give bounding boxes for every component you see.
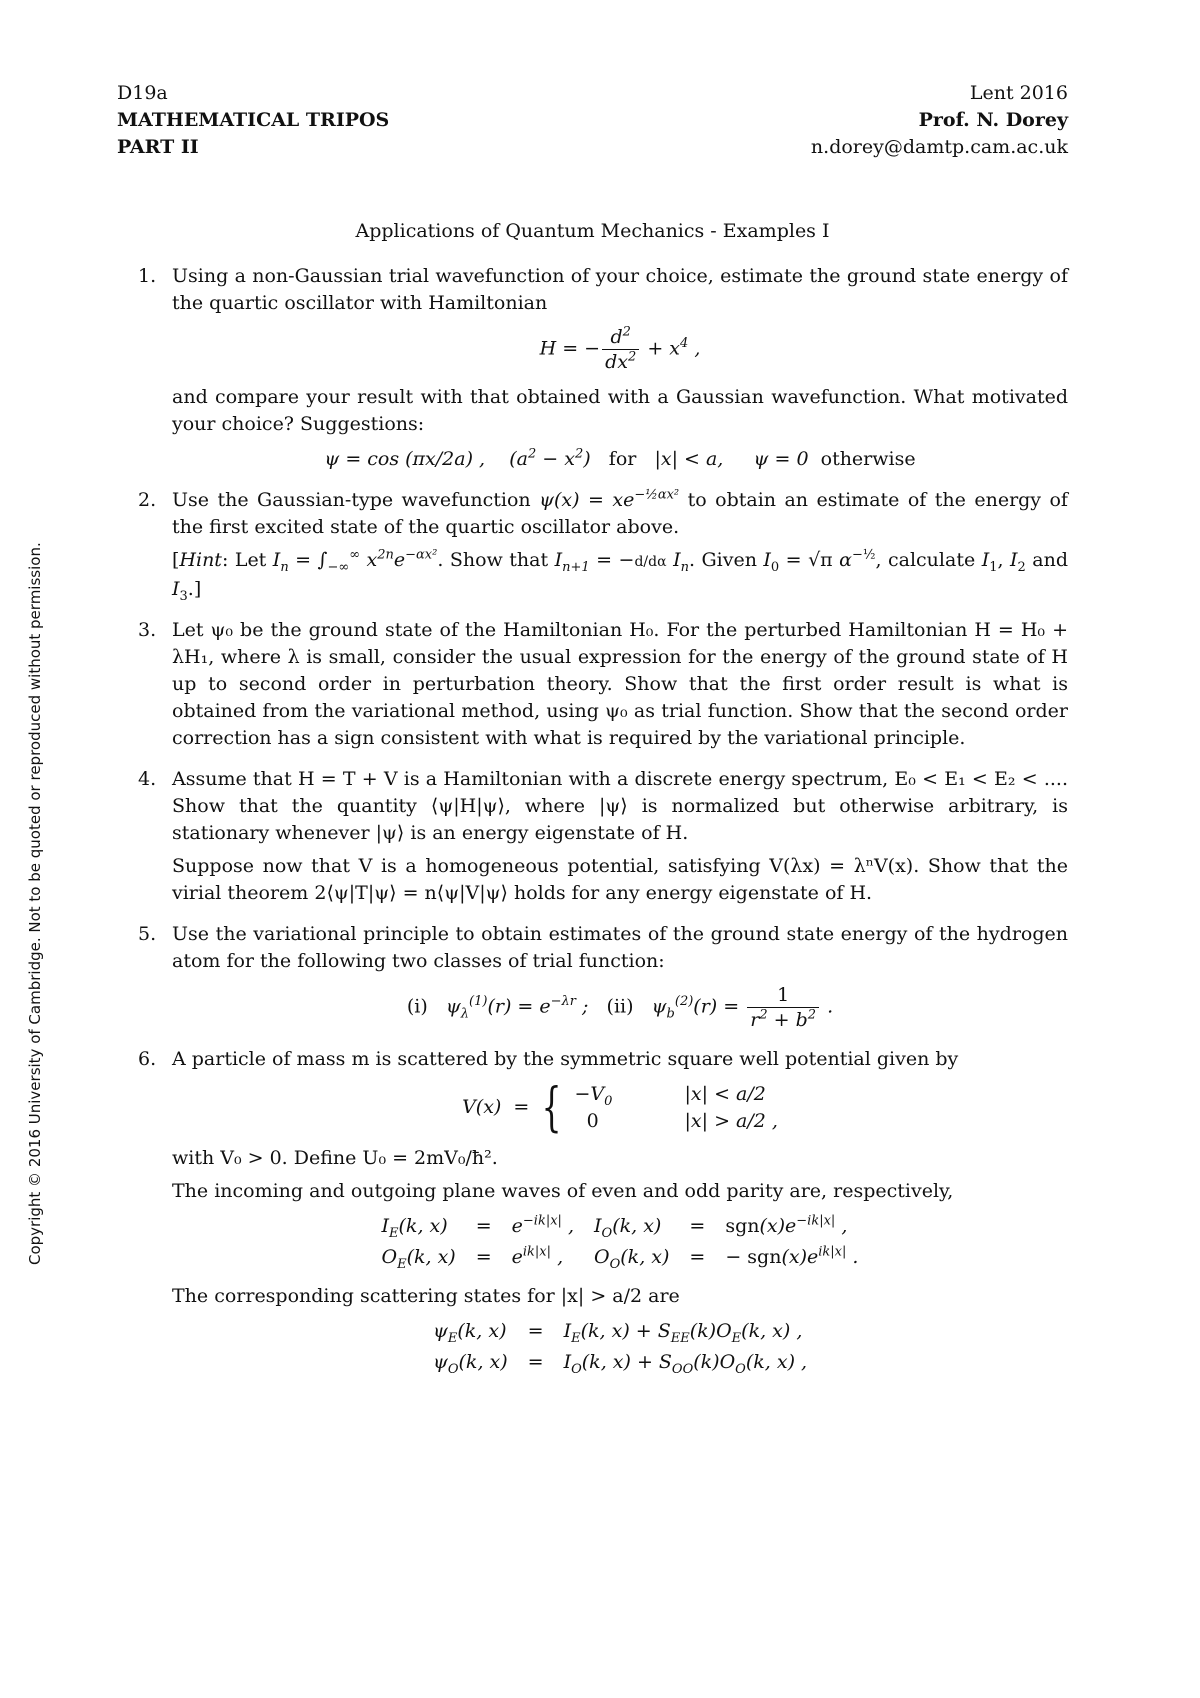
tripos-part: PART II (117, 136, 199, 158)
problem-number: 4. (138, 768, 157, 790)
email: n.dorey@damtp.cam.ac.uk (810, 136, 1068, 158)
text-part: Use the Gaussian-type wavefunction (172, 489, 531, 511)
lecturer: Prof. N. Dorey (918, 109, 1068, 131)
problem-number: 3. (138, 619, 157, 641)
equation-potential: V(x) = { $-V_0$ |x| < a/2 0 |x| > a/2 , (462, 1078, 778, 1138)
header-left (117, 80, 389, 161)
text-part: to obtain an estimate of the energy of the first excited state of the quartic oscillator above. (172, 489, 1068, 538)
equation-hamiltonian: H = − $\frac{d^2}{dx^2}$ + $x^4$ , (539, 324, 701, 373)
equation-trial-functions: (i) $\psi_\lambda^{(1)}(r) = e^{-\lambda r}$ ; (ii) $\psi_b^{(2)}(r)$ = $\frac{1}{r^2 + b^2}$ . (406, 984, 834, 1031)
problem-text: The incoming and outgoing plane waves of even and odd parity are, respectively, (172, 1180, 954, 1202)
copyright-notice: Copyright © 2016 University of Cambridge. Not to be quoted or reproduced without permission. (26, 542, 44, 1265)
problem-text: Let ψ₀ be the ground state of the Hamiltonian H₀. For the perturbed Hamiltonian H = H₀ + λH₁, where λ is small, consider the usual expression for the energy of the ground state of H up to second order in perturbation theory. Show that the first order result is what is obtained from the variational method, using ψ₀ as trial function. Show that the second order correction has a sign consistent with what is required by the variational principle. (172, 619, 1068, 749)
problem-2 (117, 487, 1068, 603)
equation-suggestions: ψ = cos (πx/2a) , $(a^2 - x^2)$ for |x| < a, ψ = 0 otherwise (324, 446, 916, 470)
hint-label: Hint (179, 549, 222, 571)
sheet-title: Applications of Quantum Mechanics - Examples I (355, 220, 830, 242)
problem-6 (117, 1046, 1068, 1378)
problem-number: 6. (138, 1048, 157, 1070)
problem-3 (117, 617, 1068, 752)
problem-1 (117, 263, 1068, 473)
term: Lent 2016 (969, 82, 1068, 104)
problem-text: with V₀ > 0. Define U₀ = 2mV₀/ħ². (172, 1147, 498, 1169)
problem-number: 5. (138, 923, 157, 945)
equation-scattering-states: $\psi_E(k$, x) = $I_E(k$, $x) + S_{EE}(k)O_E(k$, x) , $\psi_O(k$, x) = $I_O(k$, $x) + S_{OO}(k)O_O(k$, x) , (432, 1320, 808, 1377)
problem-text: and compare your result with that obtained with a Gaussian wavefunction. What motivated your choice? Suggestions: (172, 386, 1068, 435)
problem-text: A particle of mass m is scattered by the symmetric square well potential given by (172, 1048, 959, 1070)
problem-5 (117, 921, 1068, 1032)
tripos-title: MATHEMATICAL TRIPOS (117, 109, 390, 131)
problem-text: Use the variational principle to obtain estimates of the ground state energy of the hydrogen atom for the following two classes of trial function: (172, 923, 1068, 972)
problem-number: 1. (138, 265, 157, 287)
header (117, 80, 1068, 164)
equation-plane-waves: $I_E(k$, x) = $e^{-ik|x|}$ , $I_O(k$, x) = $sgn(x)e^{-ik|x|}$ , $O_E(k$, x) = $e^{ik|x|}$ , $O_O(k$, x) = − $sgn(x)e^{ik|x|}$ . (381, 1213, 859, 1272)
problem-text: Using a non-Gaussian trial wavefunction of your choice, estimate the ground state energy of the quartic oscillator with Hamiltonian (172, 265, 1068, 314)
problem-text: Use the Gaussian-type wavefunction $\psi(x) = xe^{-\frac{1}{2}\alpha x^2}$ to obtain an estimate of the energy of the first excited state of the quartic oscillator above. (172, 487, 1068, 538)
problem-text: The corresponding scattering states for |x| > a/2 are (172, 1285, 680, 1307)
problem-number: 2. (138, 489, 157, 511)
problem-text: Assume that H = T + V is a Hamiltonian with a discrete energy spectrum, E₀ < E₁ < E₂ < .... Show that the quantity ⟨ψ|H|ψ⟩, where |ψ⟩ is normalized but otherwise arbitrary, is stationary whenever |ψ⟩ is an energy eigenstate of H. (172, 768, 1068, 844)
problem-text: Suppose now that V is a homogeneous potential, satisfying V(λx) = λⁿV(x). Show that the virial theorem 2⟨ψ|T|ψ⟩ = n⟨ψ|V|ψ⟩ holds for any energy eigenstate of H. (172, 855, 1068, 904)
problem-4 (117, 766, 1068, 907)
header-right (811, 80, 1068, 161)
course-code: D19a (117, 82, 168, 104)
hint-text: [Hint: Let $I_n = \int_{-\infty}^\infty$ $x^{2n}e^{-\alpha x^2}$. Show that $I_{n+1} = -d/d\alpha$ $I_n$. Given $I_0 = √\pi$ $\alpha^{-\frac{1}{2}}$, calculate $I_1$, $I_2$ and $I_3$.] (172, 547, 1068, 604)
document-page (117, 80, 1068, 1392)
